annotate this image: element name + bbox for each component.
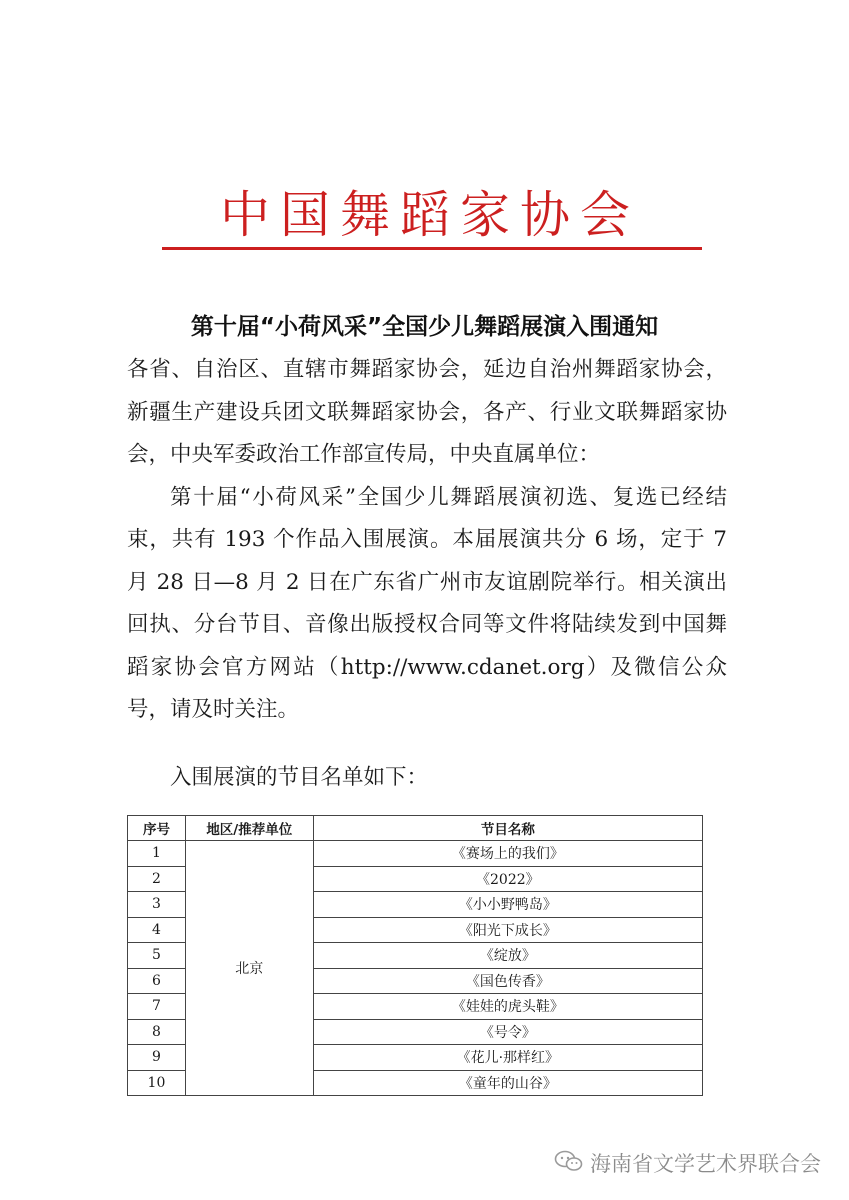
table-row <box>128 841 703 867</box>
notice-body <box>127 349 727 732</box>
table-header-row <box>128 816 703 841</box>
row-number: 6 <box>128 968 186 994</box>
row-number: 3 <box>128 892 186 918</box>
row-number: 5 <box>128 943 186 969</box>
program-name: 《国色传香》 <box>313 968 702 994</box>
program-name: 《2022》 <box>313 866 702 892</box>
program-name: 《号令》 <box>313 1019 702 1045</box>
row-number: 2 <box>128 866 186 892</box>
header-region: 地区/推荐单位 <box>185 816 313 841</box>
program-name: 《赛场上的我们》 <box>313 841 702 867</box>
notice-title: 第十届“小荷风采”全国少儿舞蹈展演入围通知 <box>190 314 659 340</box>
region-cell: 北京 <box>185 841 313 1096</box>
organization-title: 中国舞蹈家协会 <box>220 186 640 244</box>
row-number: 7 <box>128 994 186 1020</box>
program-name: 《娃娃的虎头鞋》 <box>313 994 702 1020</box>
program-name: 《小小野鸭岛》 <box>313 892 702 918</box>
header-number: 序号 <box>128 816 186 841</box>
program-name: 《阳光下成长》 <box>313 917 702 943</box>
notice-paragraph: 第十届“小荷风采”全国少儿舞蹈展演初选、复选已经结束，共有 193 个作品入围展演。本届展演共分 6 场，定于 7 月 28 日—8 月 2 日在广东省广州市友谊剧院举行。相关演出回执、分台节目、音像出版授权合同等文件将陆续发到中国舞蹈家协会官方网站（http://www.cdanet.org）及微信公众号，请及时关注。 <box>127 484 727 722</box>
list-intro: 入围展演的节目名单如下： <box>170 765 429 790</box>
watermark-text: 海南省文学艺术界联合会 <box>590 1152 821 1176</box>
program-table <box>127 815 703 1096</box>
program-name: 《绽放》 <box>313 943 702 969</box>
row-number: 8 <box>128 1019 186 1045</box>
program-name: 《花儿·那样红》 <box>313 1045 702 1071</box>
watermark <box>554 1148 821 1178</box>
program-name: 《童年的山谷》 <box>313 1070 702 1096</box>
salutation: 各省、自治区、直辖市舞蹈家协会，延边自治州舞蹈家协会，新疆生产建设兵团文联舞蹈家协会，各产、行业文联舞蹈家协会，中央军委政治工作部宣传局，中央直属单位： <box>127 357 727 467</box>
header-divider <box>162 247 702 250</box>
row-number: 10 <box>128 1070 186 1096</box>
row-number: 4 <box>128 917 186 943</box>
row-number: 1 <box>128 841 186 867</box>
wechat-icon <box>554 1149 584 1178</box>
row-number: 9 <box>128 1045 186 1071</box>
header-program-name: 节目名称 <box>313 816 702 841</box>
